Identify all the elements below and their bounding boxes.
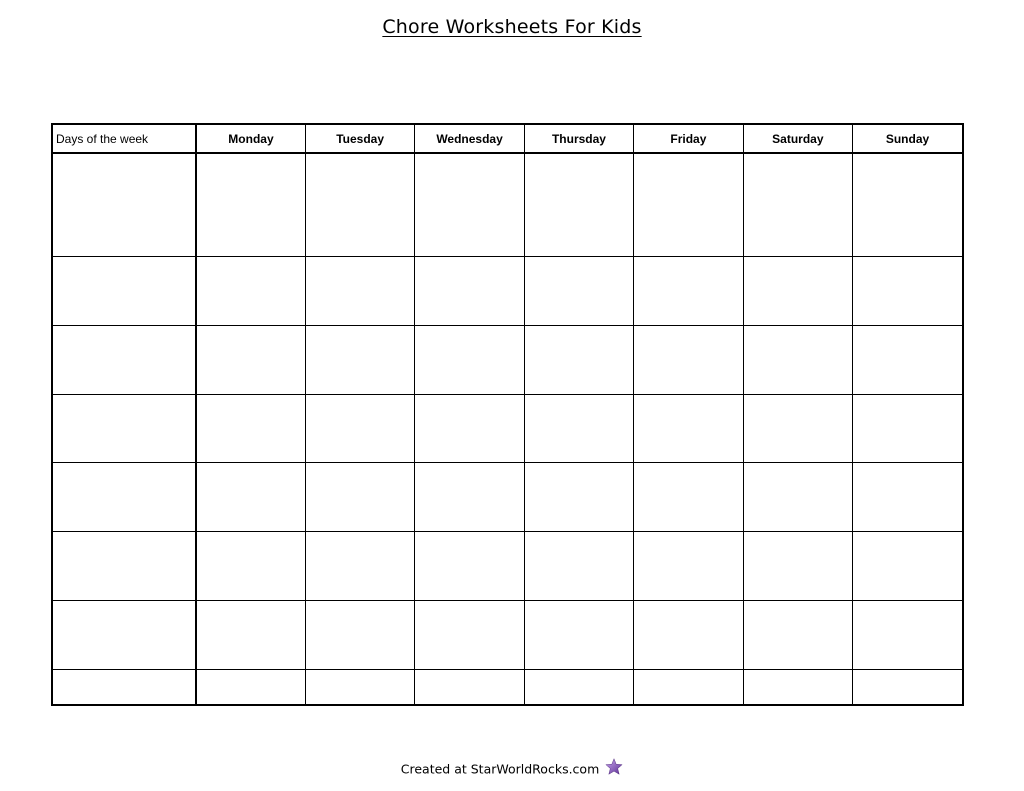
day-cell [524,532,633,601]
header-sunday: Sunday [853,125,962,153]
day-cell [634,463,743,532]
day-cell [196,601,305,670]
header-row [53,125,962,153]
day-cell [524,256,633,325]
day-cell [305,325,414,394]
header-tuesday: Tuesday [305,125,414,153]
chore-name-cell [53,532,196,601]
day-cell [853,463,962,532]
day-cell [743,394,852,463]
day-cell [305,463,414,532]
day-cell [634,601,743,670]
day-cell [853,256,962,325]
day-cell [524,325,633,394]
day-cell [196,394,305,463]
day-cell [743,670,852,704]
chore-row [53,463,962,532]
day-cell [853,670,962,704]
day-cell [196,153,305,256]
day-cell [196,532,305,601]
day-cell [305,153,414,256]
day-cell [305,256,414,325]
chore-row [53,670,962,704]
day-cell [415,463,524,532]
day-cell [853,325,962,394]
header-friday: Friday [634,125,743,153]
chore-name-cell [53,463,196,532]
day-cell [415,325,524,394]
chore-name-cell [53,394,196,463]
day-cell [305,394,414,463]
day-cell [743,153,852,256]
day-cell [634,394,743,463]
day-cell [853,394,962,463]
day-cell [524,670,633,704]
footer-credit: Created at StarWorldRocks.com [400,761,600,777]
header-thursday: Thursday [524,125,633,153]
chore-row [53,256,962,325]
day-cell [743,325,852,394]
day-cell [634,256,743,325]
day-cell [415,394,524,463]
day-cell [853,153,962,256]
chore-name-cell [53,325,196,394]
day-cell [415,153,524,256]
chore-row [53,601,962,670]
header-wednesday: Wednesday [415,125,524,153]
chore-chart [51,123,964,706]
day-cell [743,532,852,601]
day-cell [415,256,524,325]
day-cell [634,670,743,704]
day-cell [415,601,524,670]
chore-row [53,394,962,463]
header-saturday: Saturday [743,125,852,153]
day-cell [305,670,414,704]
day-cell [305,601,414,670]
day-cell [853,601,962,670]
header-days-of-the-week: Days of the week [53,125,196,153]
day-cell [524,153,633,256]
day-cell [415,670,524,704]
day-cell [196,325,305,394]
day-cell [415,532,524,601]
day-cell [634,153,743,256]
footer [0,760,1024,780]
chore-table [53,125,962,704]
day-cell [196,463,305,532]
day-cell [196,256,305,325]
chore-row [53,532,962,601]
chore-row [53,325,962,394]
day-cell [743,463,852,532]
chore-row [53,153,962,256]
chore-name-cell [53,256,196,325]
day-cell [634,325,743,394]
day-cell [743,256,852,325]
day-cell [305,532,414,601]
day-cell [196,670,305,704]
day-cell [634,532,743,601]
star-icon [605,758,623,778]
day-cell [853,532,962,601]
chore-name-cell [53,601,196,670]
day-cell [743,601,852,670]
day-cell [524,601,633,670]
header-monday: Monday [196,125,305,153]
page-title: Chore Worksheets For Kids [382,16,642,38]
chore-name-cell [53,670,196,704]
day-cell [524,394,633,463]
day-cell [524,463,633,532]
chore-name-cell [53,153,196,256]
